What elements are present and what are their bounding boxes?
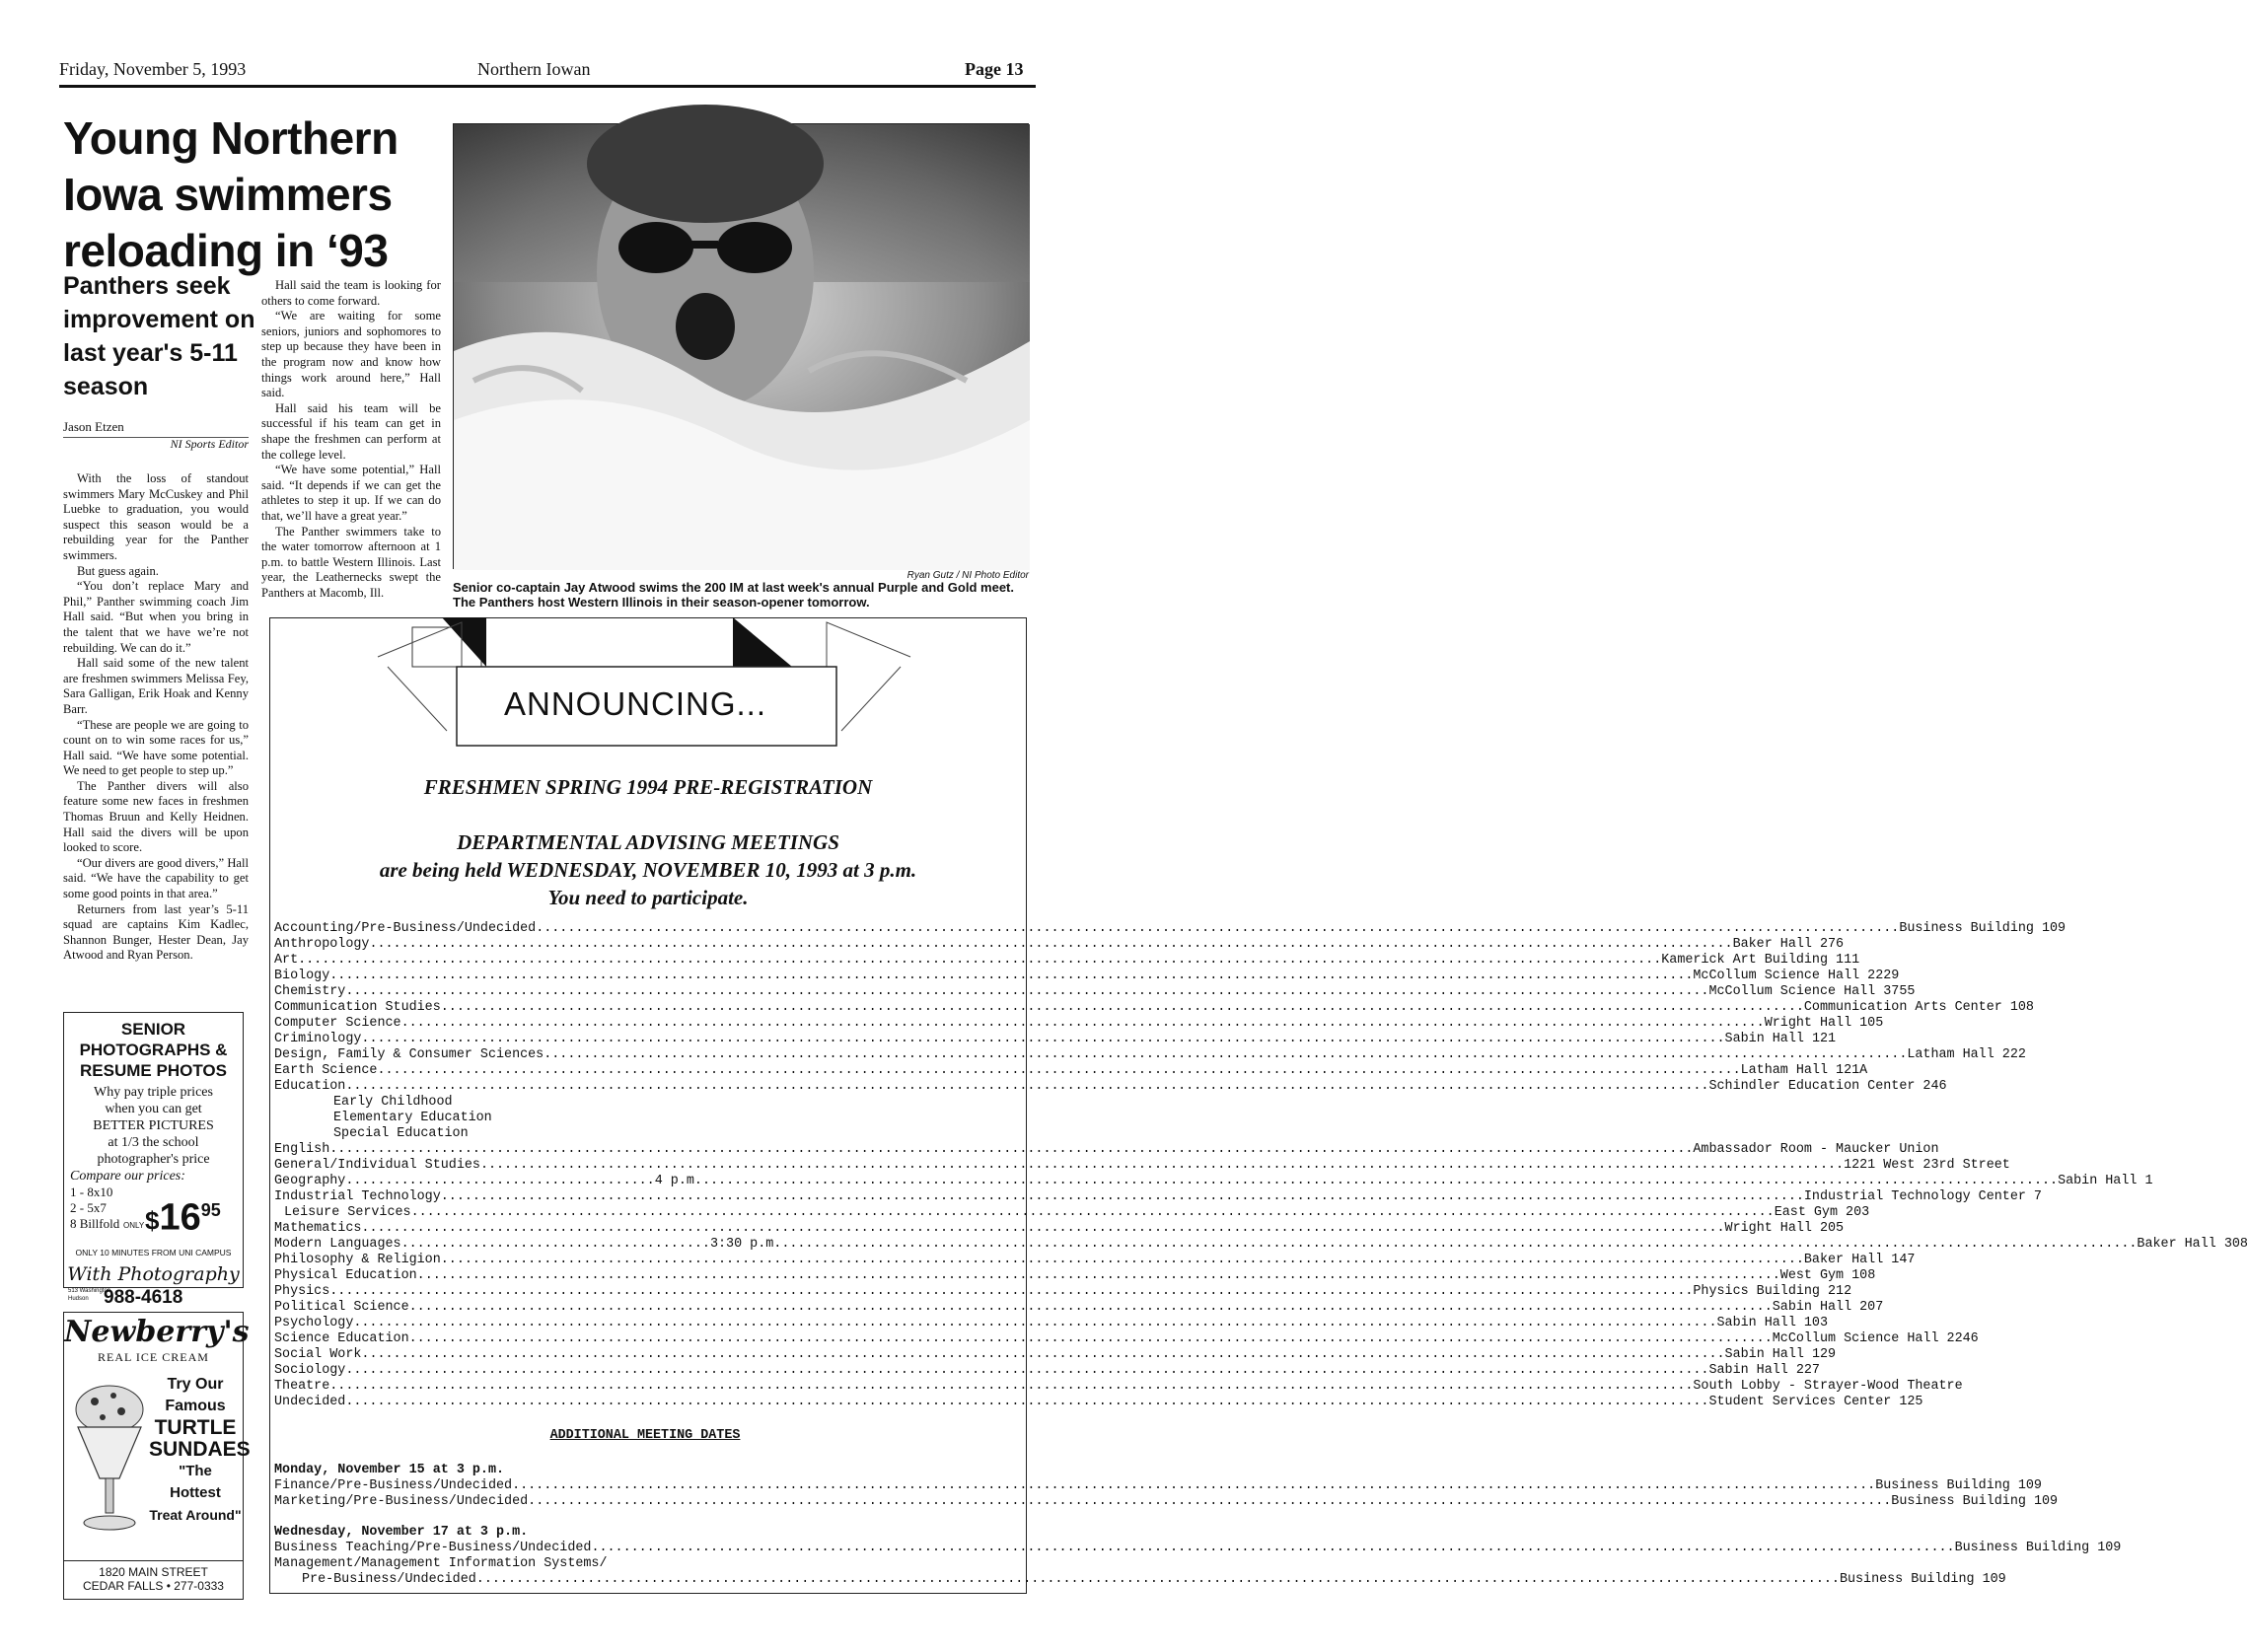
list-item: Art ..... Kamerick Art Building 111 (274, 953, 1016, 969)
header-rule (59, 85, 1036, 88)
paragraph: “We have some potential,” Hall said. “It depends if we can get the athletes to step it up. If we can do that, we’ll have a great year.” (261, 463, 441, 523)
ad-text: TURTLE (154, 1416, 237, 1439)
headline: Young Northern Iowa swimmers reloading in ‘93 (63, 112, 399, 276)
announcing-title: ANNOUNCING... (504, 685, 767, 722)
list-item: Pre-Business/Undecided ..... Business Building 109 (274, 1572, 1016, 1588)
ad-text: "The (179, 1463, 212, 1479)
ad-text: Famous (165, 1398, 226, 1414)
ad-address: 513 Washington (68, 1288, 111, 1294)
paragraph: Hall said the team is looking for others to come forward. (261, 278, 441, 308)
list-item: Chemistry ..... McCollum Science Hall 3755 (274, 984, 1016, 1000)
ad-text: at 1/3 the school (108, 1135, 199, 1150)
list-item: Leisure Services ..... East Gym 203 (274, 1205, 1016, 1221)
list-item: Social Work ..... Sabin Hall 129 (274, 1347, 1016, 1363)
paper-name: Northern Iowan (477, 59, 591, 79)
ad-text: Treat Around" (149, 1507, 242, 1523)
monday-label: Monday, November 15 at 3 p.m. (274, 1463, 505, 1477)
education-sub-item: Early Childhood (333, 1095, 453, 1110)
swimmer-image (454, 124, 1030, 570)
list-item: Business Teaching/Pre-Business/Undecided ..... Business Building 109 (274, 1541, 1016, 1556)
list-item: Theatre ..... South Lobby - Strayer-Wood Theatre (274, 1379, 1016, 1395)
ad-text: Try Our (167, 1376, 224, 1393)
ad-text: when you can get (105, 1102, 202, 1116)
photography-ad (63, 1012, 244, 1308)
announcement-line-4: You need to participate. (547, 886, 749, 909)
list-item: English ..... Ambassador Room - Maucker Union (274, 1142, 1016, 1158)
list-item: Science Education ..... McCollum Science Hall 2246 (274, 1331, 1016, 1347)
paragraph: The Panther divers will also feature some new faces in freshmen Thomas Bruun and Kelly Heidnen. Hall said the divers will be upon looked to score. (63, 778, 249, 855)
brand-logo: Newberry's (64, 1315, 250, 1349)
ad-text: Why pay triple prices (94, 1085, 213, 1100)
department-list (274, 921, 2248, 1410)
list-item: Communication Studies ..... Communication Arts Center 108 (274, 1000, 1016, 1016)
list-item: Industrial Technology ..... Industrial Technology Center 7 (274, 1189, 1016, 1205)
list-item: Biology ..... McCollum Science Hall 2229 (274, 969, 1016, 984)
ad-address: Hudson (68, 1296, 89, 1302)
price-item: 8 Billfold (70, 1216, 120, 1231)
list-item: General/Individual Studies ..... 1221 West 23rd Street (274, 1158, 1016, 1174)
list-item: Education ..... Schindler Education Center 246 (274, 1079, 1016, 1095)
list-item: Modern Languages ....................................... 3:30 p.m ..... Baker Hall 308 (274, 1237, 1016, 1253)
list-item: Philosophy & Religion ..... Baker Hall 147 (274, 1253, 1016, 1268)
list-item: Accounting/Pre-Business/Undecided ..... Business Building 109 (274, 921, 1016, 937)
photo-caption: Senior co-captain Jay Atwood swims the 200 IM at last week's annual Purple and Gold meet. The Panthers host Western Illinois in their season-opener tomorrow. (453, 580, 1014, 610)
ad-tag: REAL ICE CREAM (98, 1350, 209, 1364)
paragraph: Returners from last year’s 5-11 squad are captains Kim Kadlec, Shannon Bunger, Hester Dean, Jay Atwood and Ryan Person. (63, 901, 249, 963)
swimmer-photo (453, 123, 1029, 569)
list-item: Undecided ..... Student Services Center 125 (274, 1395, 1016, 1410)
paragraph: “You don’t replace Mary and Phil,” Panther swimming coach Jim Hall said. “But when you bring in the talent that we have we’re not rebuilding. We can do it.” (63, 579, 249, 655)
ad-text: SUNDAES (149, 1438, 251, 1461)
price-item: 1 - 8x10 (70, 1185, 113, 1199)
ad-title: RESUME PHOTOS (80, 1061, 227, 1080)
list-item: Geography ....................................... 4 p.m ..... Sabin Hall 1 (274, 1174, 1016, 1189)
ad-city: CEDAR FALLS • 277-0333 (83, 1579, 224, 1593)
list-item: Physics ..... Physics Building 212 (274, 1284, 1016, 1300)
paragraph: “These are people we are going to count on to win some races for us,” Hall said. “We have some potential. We need to get people to step up.” (63, 717, 249, 778)
wednesday-label: Wednesday, November 17 at 3 p.m. (274, 1525, 529, 1540)
ad-title: SENIOR (120, 1020, 186, 1039)
announcement-line-1: FRESHMEN SPRING 1994 PRE-REGISTRATION (423, 775, 873, 799)
ice-cream-ad (63, 1312, 251, 1600)
price-item: 2 - 5x7 (70, 1200, 107, 1215)
studio-logo: With Photography (67, 1263, 240, 1285)
photo-credit: Ryan Gutz / NI Photo Editor (906, 570, 1029, 581)
list-item: Design, Family & Consumer Sciences ..... Latham Hall 222 (274, 1047, 1016, 1063)
announcement-line-2: DEPARTMENTAL ADVISING MEETINGS (457, 830, 839, 854)
only-label: ONLY (123, 1221, 145, 1230)
ad-title: PHOTOGRAPHS & (79, 1041, 228, 1059)
education-sub-item: Special Education (333, 1126, 469, 1141)
paragraph: With the loss of standout swimmers Mary McCuskey and Phil Luebke to graduation, you would suspect this season would be a rebuilding year for the Panther swimmers. (63, 471, 249, 562)
list-item: Anthropology ..... Baker Hall 276 (274, 937, 1016, 953)
page-number: Page 13 (965, 59, 1024, 79)
list-item: Marketing/Pre-Business/Undecided ..... Business Building 109 (274, 1494, 1016, 1510)
list-item: Finance/Pre-Business/Undecided ..... Business Building 109 (274, 1478, 1016, 1494)
byline-title: NI Sports Editor (170, 437, 249, 451)
ad-text: Hottest (170, 1484, 221, 1501)
issue-date: Friday, November 5, 1993 (59, 59, 247, 79)
list-item: Criminology ..... Sabin Hall 121 (274, 1032, 1016, 1047)
list-item: Computer Science ..... Wright Hall 105 (274, 1016, 1016, 1032)
list-item: Earth Science ..... Latham Hall 121A (274, 1063, 1016, 1079)
education-sub-item: Elementary Education (333, 1111, 492, 1125)
article-column-2 (261, 278, 441, 601)
paragraph: The Panther swimmers take to the water tomorrow afternoon at 1 p.m. to battle Western Illinois. Last year, the Leathernecks swept the Panthers at Macomb, Ill. (261, 524, 441, 600)
byline: Jason Etzen (63, 419, 249, 438)
list-item: Political Science ..... Sabin Hall 207 (274, 1300, 1016, 1316)
ad-address: 1820 MAIN STREET (99, 1565, 208, 1579)
paragraph: But guess again. (77, 563, 159, 578)
list-item: Mathematics ..... Wright Hall 205 (274, 1221, 1016, 1237)
article-column-1 (63, 471, 249, 964)
paragraph: “Our divers are good divers,” Hall said. “We have the capability to get some good points in that area.” (63, 855, 249, 901)
ad-phone: 988-4618 (104, 1287, 183, 1308)
paragraph: Hall said some of the new talent are freshmen swimmers Melissa Fey, Sara Galligan, Erik Hoak and Kenny Barr. (63, 656, 249, 716)
list-item: Sociology ..... Sabin Hall 227 (274, 1363, 1016, 1379)
ad-text: BETTER PICTURES (93, 1118, 214, 1133)
list-item: Physical Education ..... West Gym 108 (274, 1268, 1016, 1284)
ad-text: photographer's price (97, 1152, 210, 1167)
subhead: Panthers seek improvement on last year's 5-11 season (63, 272, 255, 400)
ad-text: Compare our prices: (70, 1169, 185, 1184)
list-item: Psychology ..... Sabin Hall 103 (274, 1316, 1016, 1331)
additional-title: ADDITIONAL MEETING DATES (549, 1428, 741, 1443)
price: $\$16^{95}$ (145, 1196, 221, 1239)
announcement-line-3: are being held WEDNESDAY, NOVEMBER 10, 1993 at 3 p.m. (379, 858, 917, 882)
additional-meetings (274, 1428, 2122, 1588)
sundae-icon (70, 1370, 149, 1538)
paragraph: “We are waiting for some seniors, juniors and sophomores to step up because they have been in the program now and know how things work around here,” Hall said. (261, 309, 441, 400)
list-item: Management/Management Information Systems/ (274, 1556, 608, 1571)
ad-note: ONLY 10 MINUTES FROM UNI CAMPUS (75, 1248, 232, 1257)
paragraph: Hall said his team will be successful if his team can get in shape the freshmen can perform at the college level. (261, 400, 441, 462)
